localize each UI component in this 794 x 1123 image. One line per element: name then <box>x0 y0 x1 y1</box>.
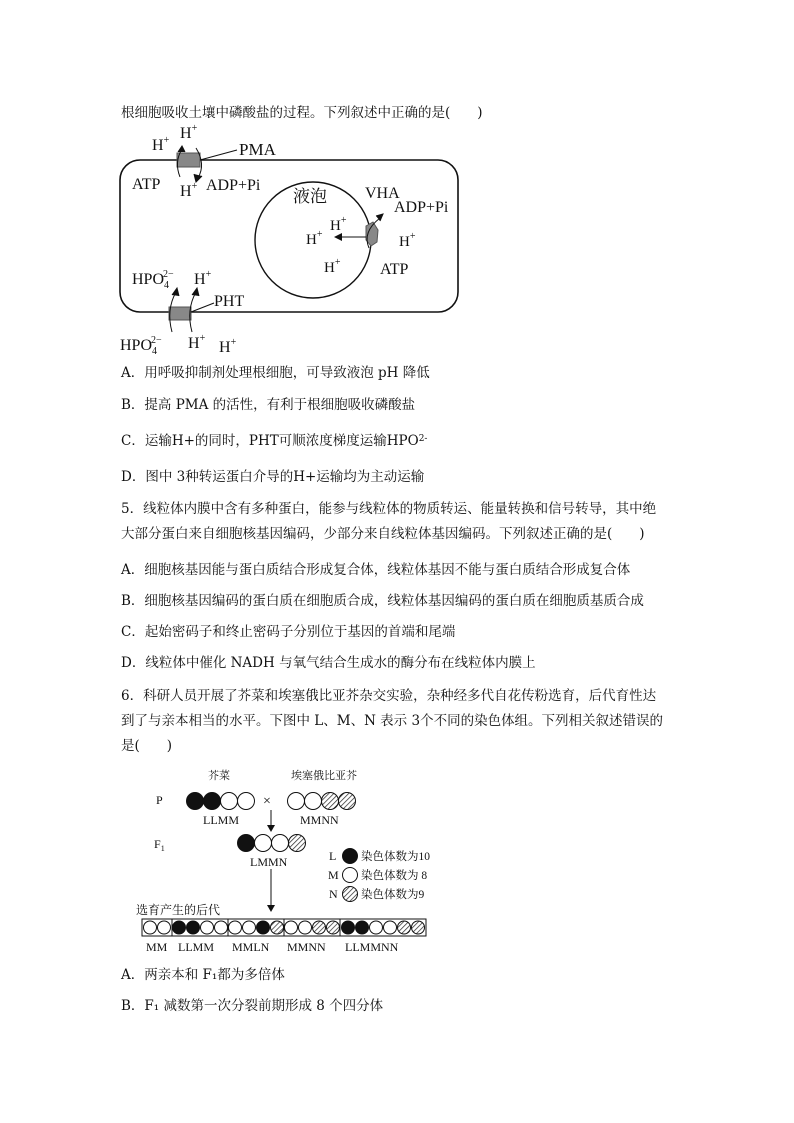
parent1-genome: LLMM <box>203 813 239 827</box>
offspring-mmln <box>228 919 284 936</box>
offspring-label-mmnn: MMNN <box>287 940 326 954</box>
offspring-label-llmmnn: LLMMNN <box>345 940 399 954</box>
q5-option-d: D．线粒体中催化 NADH 与氧气结合生成水的酶分布在线粒体内膜上 <box>121 655 536 671</box>
parent2-name: 埃塞俄比亚芥 <box>291 770 357 782</box>
offspring-llmmnn <box>340 919 426 936</box>
offspring-title: 选育产生的后代 <box>136 903 221 917</box>
q4-stem: 根细胞吸收土壤中磷酸盐的过程。下列叙述中正确的是( ) <box>121 105 483 121</box>
adp-pi-label-pma: ADP+Pi <box>206 177 261 194</box>
parent1-chromosomes <box>187 793 255 810</box>
pma-protein <box>177 153 200 167</box>
offspring-label-mmln: MMLN <box>232 940 270 954</box>
f1-chromosomes <box>238 835 306 852</box>
hpo4-outside: $HPO_42-$ <box>120 335 162 357</box>
adp-pi-label-vha: ADP+Pi <box>394 199 449 216</box>
h-plus-vacuole-1: H+ <box>330 215 347 234</box>
q4-option-b: B．提高 PMA 的活性，有利于根细胞吸收磷酸盐 <box>121 397 416 413</box>
offspring-mmnn <box>284 919 340 936</box>
q4-option-c: C．运输H+的同时，PHT可顺浓度梯度运输$HPO^{2-}$ <box>121 433 428 449</box>
f1-label: $F_1$ <box>154 837 165 853</box>
chromosome-cross-diagram <box>136 768 476 960</box>
q5-stem-line1: 5．线粒体内膜中含有多种蛋白，能参与线粒体的物质转运、能量转换和信号转导，其中绝 <box>121 501 657 517</box>
legend-key-m: M <box>328 868 339 882</box>
q4-option-a: A．用呼吸抑制剂处理根细胞，可导致液泡 pH 降低 <box>121 365 430 381</box>
h-plus-outside-pht-2: H+ <box>219 337 237 356</box>
h-plus-outside-pma: H+ <box>152 135 170 154</box>
legend-text-n: 染色体数为9 <box>361 889 425 901</box>
cell-transport-diagram <box>110 122 480 362</box>
offspring-llmm <box>172 919 228 936</box>
parent2-genome: MMNN <box>300 813 339 827</box>
h-plus-inside-pht: H+ <box>194 269 212 288</box>
h-plus-outside-pht-1: H+ <box>188 333 206 352</box>
pht-label: PHT <box>214 293 245 310</box>
legend-text-m: 染色体数为 8 <box>361 870 428 882</box>
h-plus-vacuole-3: H+ <box>324 257 341 276</box>
q6-option-b: B．F₁ 减数第一次分裂前期形成 8 个四分体 <box>121 998 384 1014</box>
legend-text-l: 染色体数为10 <box>361 851 430 863</box>
atp-label-pma: ATP <box>132 176 161 193</box>
offspring-label-mm: MM <box>146 940 168 954</box>
q6-stem-line1: 6．科研人员开展了芥菜和埃塞俄比亚芥杂交实验，杂种经多代自花传粉选育，后代育性达 <box>121 688 657 704</box>
h-plus-pumped-out: H+ <box>180 123 198 142</box>
offspring-label-llmm: LLMM <box>178 940 214 954</box>
h-plus-inside-pma: H+ <box>180 181 198 200</box>
offspring-mm <box>142 919 172 936</box>
h-plus-cytoplasm-vha: H+ <box>399 231 416 250</box>
vacuole-label: 液泡 <box>293 187 327 206</box>
pma-label: PMA <box>239 140 276 159</box>
q5-option-a: A．细胞核基因能与蛋白质结合形成复合体，线粒体基因不能与蛋白质结合形成复合体 <box>121 562 631 578</box>
parent1-name: 芥菜 <box>208 770 230 782</box>
pht-protein <box>169 307 191 320</box>
legend-key-l: L <box>329 849 337 863</box>
q5-option-b: B．细胞核基因编码的蛋白质在细胞质合成，线粒体基因编码的蛋白质在细胞质基质合成 <box>121 593 644 609</box>
h-plus-vacuole-2: H+ <box>306 229 323 248</box>
legend <box>328 849 430 902</box>
vha-label: VHA <box>365 185 400 202</box>
q5-option-c: C．起始密码子和终止密码子分别位于基因的首端和尾端 <box>121 624 456 640</box>
q6-option-a: A．两亲本和 F₁都为多倍体 <box>121 967 285 983</box>
parent2-chromosomes <box>288 793 356 810</box>
p-generation-label: P <box>156 793 163 807</box>
q4-option-d: D．图中 3种转运蛋白介导的H+运输均为主动运输 <box>121 469 425 485</box>
cross-symbol: × <box>263 794 271 809</box>
q6-stem-line2: 到了与亲本相当的水平。下图中 L、M、N 表示 3个不同的染色体组。下列相关叙述错误的 <box>121 713 664 729</box>
q6-stem-line3: 是( ) <box>121 738 173 754</box>
f1-genome: LMMN <box>250 855 288 869</box>
legend-key-n: N <box>329 887 338 901</box>
q5-stem-line2: 大部分蛋白来自细胞核基因编码，少部分来自线粒体基因编码。下列叙述正确的是( ) <box>121 526 645 542</box>
atp-label-vha: ATP <box>380 261 409 278</box>
hpo4-inside: $HPO_42-$ <box>132 269 174 291</box>
